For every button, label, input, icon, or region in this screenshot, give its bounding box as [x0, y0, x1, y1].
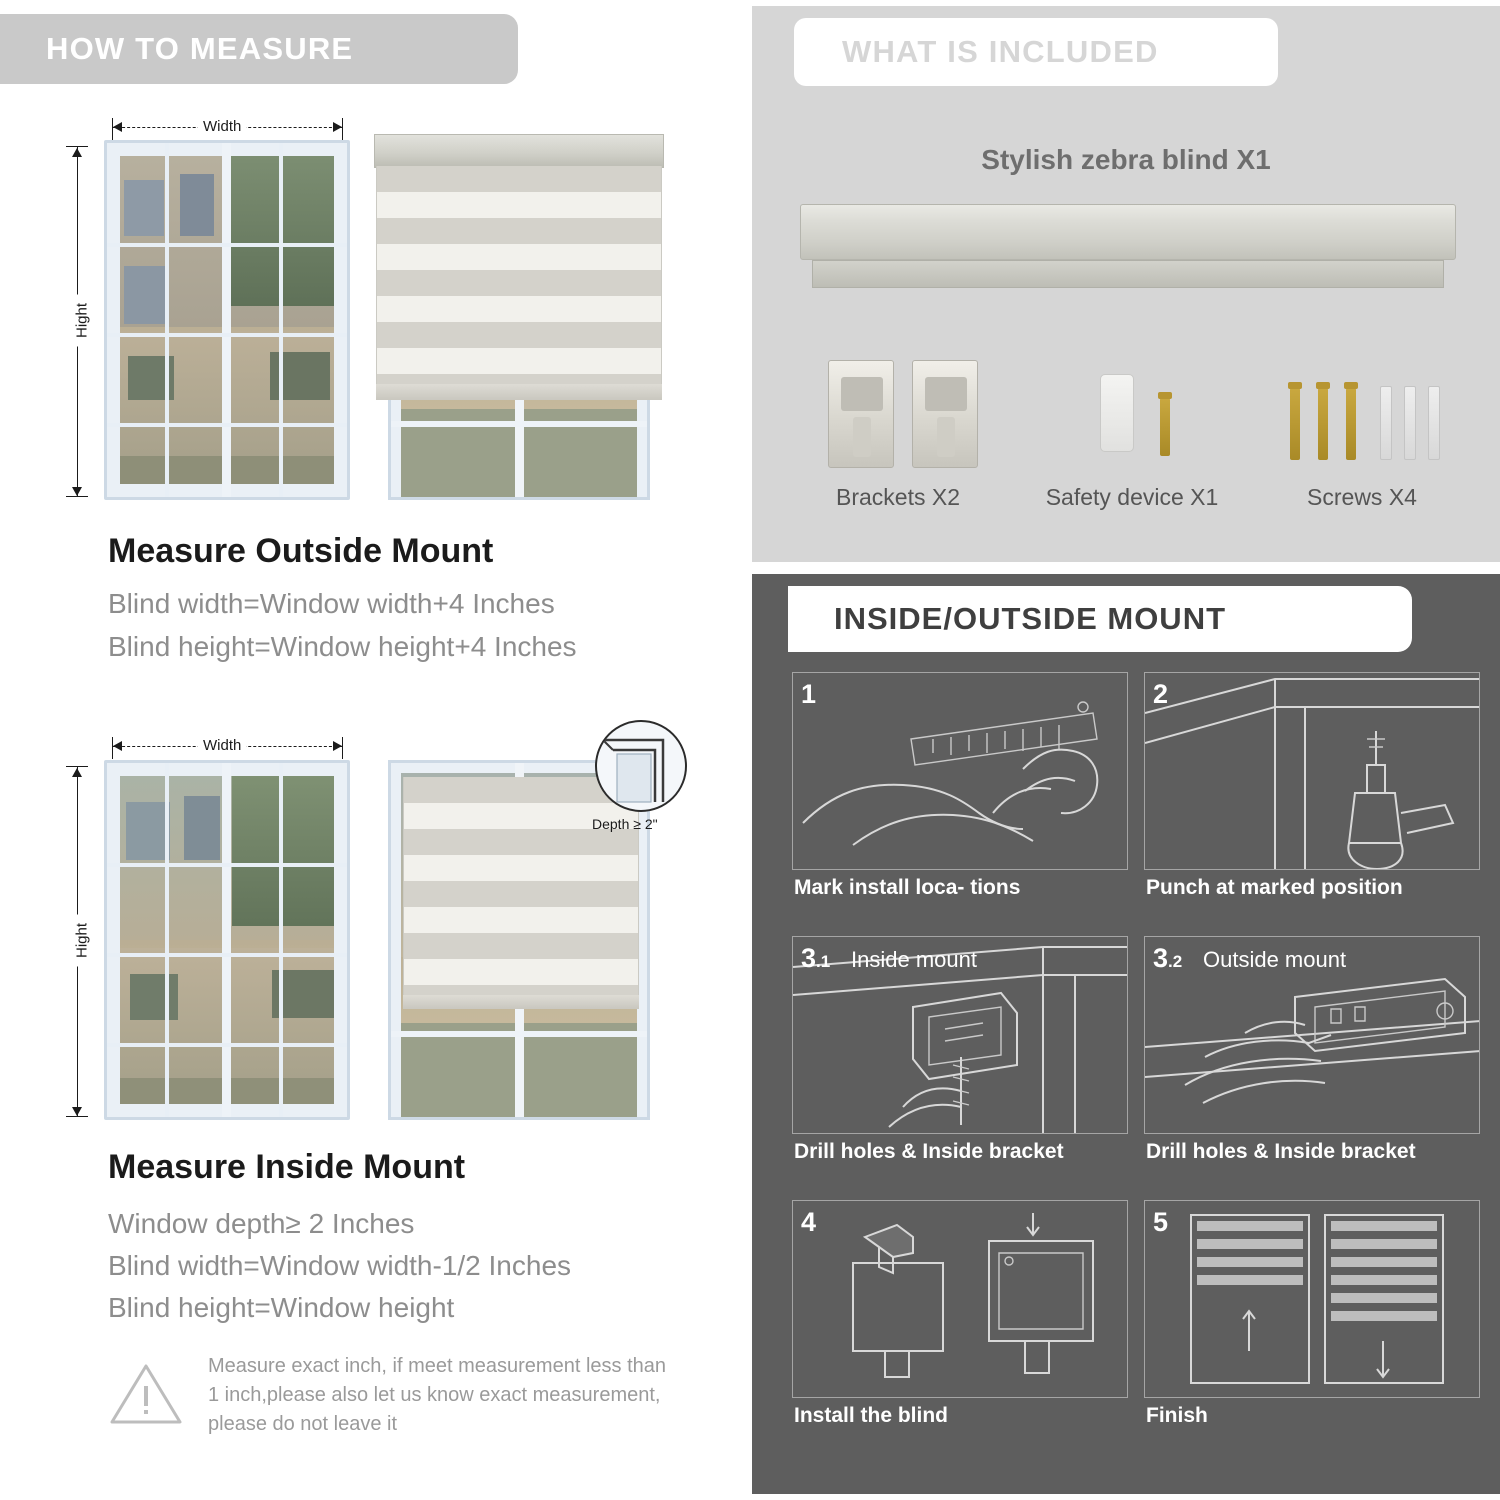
window-grid-bar [107, 423, 347, 427]
warning-triangle-icon [108, 1360, 184, 1428]
step-5-image [1144, 1200, 1480, 1398]
window-grid-bar [165, 763, 169, 1117]
outside-mount-line2: Blind height=Window height+4 Inches [108, 631, 577, 662]
screw-head-2 [1316, 382, 1330, 389]
inside-outside-mount-title: INSIDE/OUTSIDE MOUNT [834, 601, 1227, 636]
inside-mount-line2: Blind width=Window width-1/2 Inches [108, 1250, 572, 1281]
part-caption-brackets: Brackets X2 [836, 484, 960, 510]
depth-detail-icon [597, 722, 687, 812]
inside-mount-window-illustration [104, 760, 350, 1120]
inside-height-cap-top [66, 766, 88, 767]
inside-outside-mount-panel [752, 574, 1500, 1494]
step-3-1-caption: Drill holes & Inside bracket [794, 1140, 1064, 1163]
step-3-2-inline-label: Outside mount [1203, 947, 1347, 972]
inside-mount-blind-illustration [388, 760, 650, 1120]
step-3-2-caption: Drill holes & Inside bracket [1146, 1140, 1416, 1163]
step-3-1-number: 3.1 [801, 943, 831, 973]
screw-part-2 [1318, 388, 1328, 460]
outside-width-label: Width [198, 118, 246, 135]
measure-note-text: Measure exact inch, if meet measurement less than 1 inch,please also let us know exact measurement, please do not leave it [208, 1355, 666, 1435]
wall-anchor-3 [1428, 386, 1440, 460]
outside-height-arrow-up [72, 148, 82, 157]
depth-callout-circle [595, 720, 687, 812]
inside-mount-heading: Measure Inside Mount [108, 1148, 466, 1186]
screw-head-1 [1288, 382, 1302, 389]
window-grid-bar [165, 143, 169, 497]
window-mullion [391, 421, 647, 427]
safety-device-screw [1160, 398, 1170, 456]
wall-anchor-2 [1404, 386, 1416, 460]
step-2-caption: Punch at marked position [1146, 876, 1403, 899]
window-grid-bar [107, 953, 347, 957]
what-is-included-title: WHAT IS INCLUDED [842, 34, 1159, 69]
inside-width-arrow-right [333, 741, 342, 751]
inside-width-cap-right [342, 737, 343, 759]
step-2-number: 2 [1153, 679, 1169, 709]
outside-height-label: Hight [74, 295, 91, 347]
inside-height-arrow-up [72, 768, 82, 777]
window-grid-bar [279, 143, 283, 497]
step-1-image [792, 672, 1128, 870]
inside-mount-line1: Window depth≥ 2 Inches [108, 1208, 415, 1239]
outside-height-cap-bottom [66, 496, 88, 497]
depth-label: Depth ≥ 2" [592, 816, 658, 832]
window-mullion [222, 143, 231, 497]
inside-outside-mount-banner [788, 586, 1412, 652]
step-3-1-image [792, 936, 1128, 1134]
outside-mount-line1: Blind width=Window width+4 Inches [108, 588, 555, 619]
bracket-part-2 [912, 360, 978, 468]
inside-height-arrow-down [72, 1107, 82, 1116]
window-grid-bar [107, 333, 347, 337]
right-column [746, 0, 1500, 1500]
screw-head-3 [1344, 382, 1358, 389]
inside-mount-bottom-rail [403, 995, 639, 1009]
how-to-measure-column [0, 0, 742, 1500]
inside-width-label: Width [198, 737, 246, 754]
step-3-2 [1144, 936, 1480, 1172]
step-3-1 [792, 936, 1128, 1172]
step-5 [1144, 1200, 1480, 1436]
inside-width-arrow-left [113, 741, 122, 751]
step-3-1-inline-label: Inside mount [851, 947, 977, 972]
outside-mount-headrail [374, 134, 664, 168]
zebra-blind-product-image [800, 204, 1456, 260]
window-grid-bar [107, 1043, 347, 1047]
included-parts-row [752, 358, 1500, 510]
step-4-caption: Install the blind [794, 1404, 949, 1427]
outside-mount-window-illustration [104, 140, 350, 500]
outside-mount-heading: Measure Outside Mount [108, 532, 494, 570]
step-2 [1144, 672, 1480, 908]
how-to-measure-banner [0, 14, 518, 84]
step-5-number: 5 [1153, 1207, 1169, 1237]
step-5-caption: Finish [1146, 1404, 1208, 1427]
step-3-2-image [1144, 936, 1480, 1134]
zebra-blind-product-lip [812, 260, 1444, 288]
bracket-part-1 [828, 360, 894, 468]
what-is-included-panel [752, 6, 1500, 562]
screw-part-1 [1290, 388, 1300, 460]
how-to-measure-title: HOW TO MEASURE [46, 31, 354, 66]
step-1 [792, 672, 1128, 908]
inside-height-cap-bottom [66, 1116, 88, 1117]
step-3-2-number: 3.2 [1153, 943, 1183, 973]
outside-height-cap-top [66, 146, 88, 147]
outside-mount-zebra-fabric [376, 166, 662, 384]
inside-height-label: Hight [74, 915, 91, 967]
product-title: Stylish zebra blind X1 [981, 144, 1271, 175]
safety-device-part [1100, 374, 1134, 452]
outside-width-cap-right [342, 118, 343, 140]
window-mullion [222, 763, 231, 1117]
window-mullion [391, 1031, 647, 1037]
window-grid-bar [279, 763, 283, 1117]
step-4 [792, 1200, 1128, 1436]
outside-height-arrow-down [72, 487, 82, 496]
screw-part-3 [1346, 388, 1356, 460]
window-grid-bar [107, 243, 347, 247]
safety-device-screw-head [1158, 392, 1172, 399]
part-caption-screws: Screws X4 [1307, 484, 1417, 510]
what-is-included-banner [794, 18, 1278, 86]
inside-mount-zebra-fabric [403, 777, 639, 995]
window-grid-bar [107, 863, 347, 867]
wall-anchor-1 [1380, 386, 1392, 460]
outside-mount-bottom-rail [376, 384, 662, 400]
step-4-image [792, 1200, 1128, 1398]
step-1-number: 1 [801, 679, 817, 709]
part-caption-safety: Safety device X1 [1045, 484, 1219, 510]
inside-mount-line3: Blind height=Window height [108, 1292, 455, 1323]
outside-width-arrow-left [113, 122, 122, 132]
step-4-number: 4 [801, 1207, 817, 1237]
outside-width-arrow-right [333, 122, 342, 132]
step-2-image [1144, 672, 1480, 870]
step-1-caption: Mark install loca- tions [794, 876, 1021, 899]
